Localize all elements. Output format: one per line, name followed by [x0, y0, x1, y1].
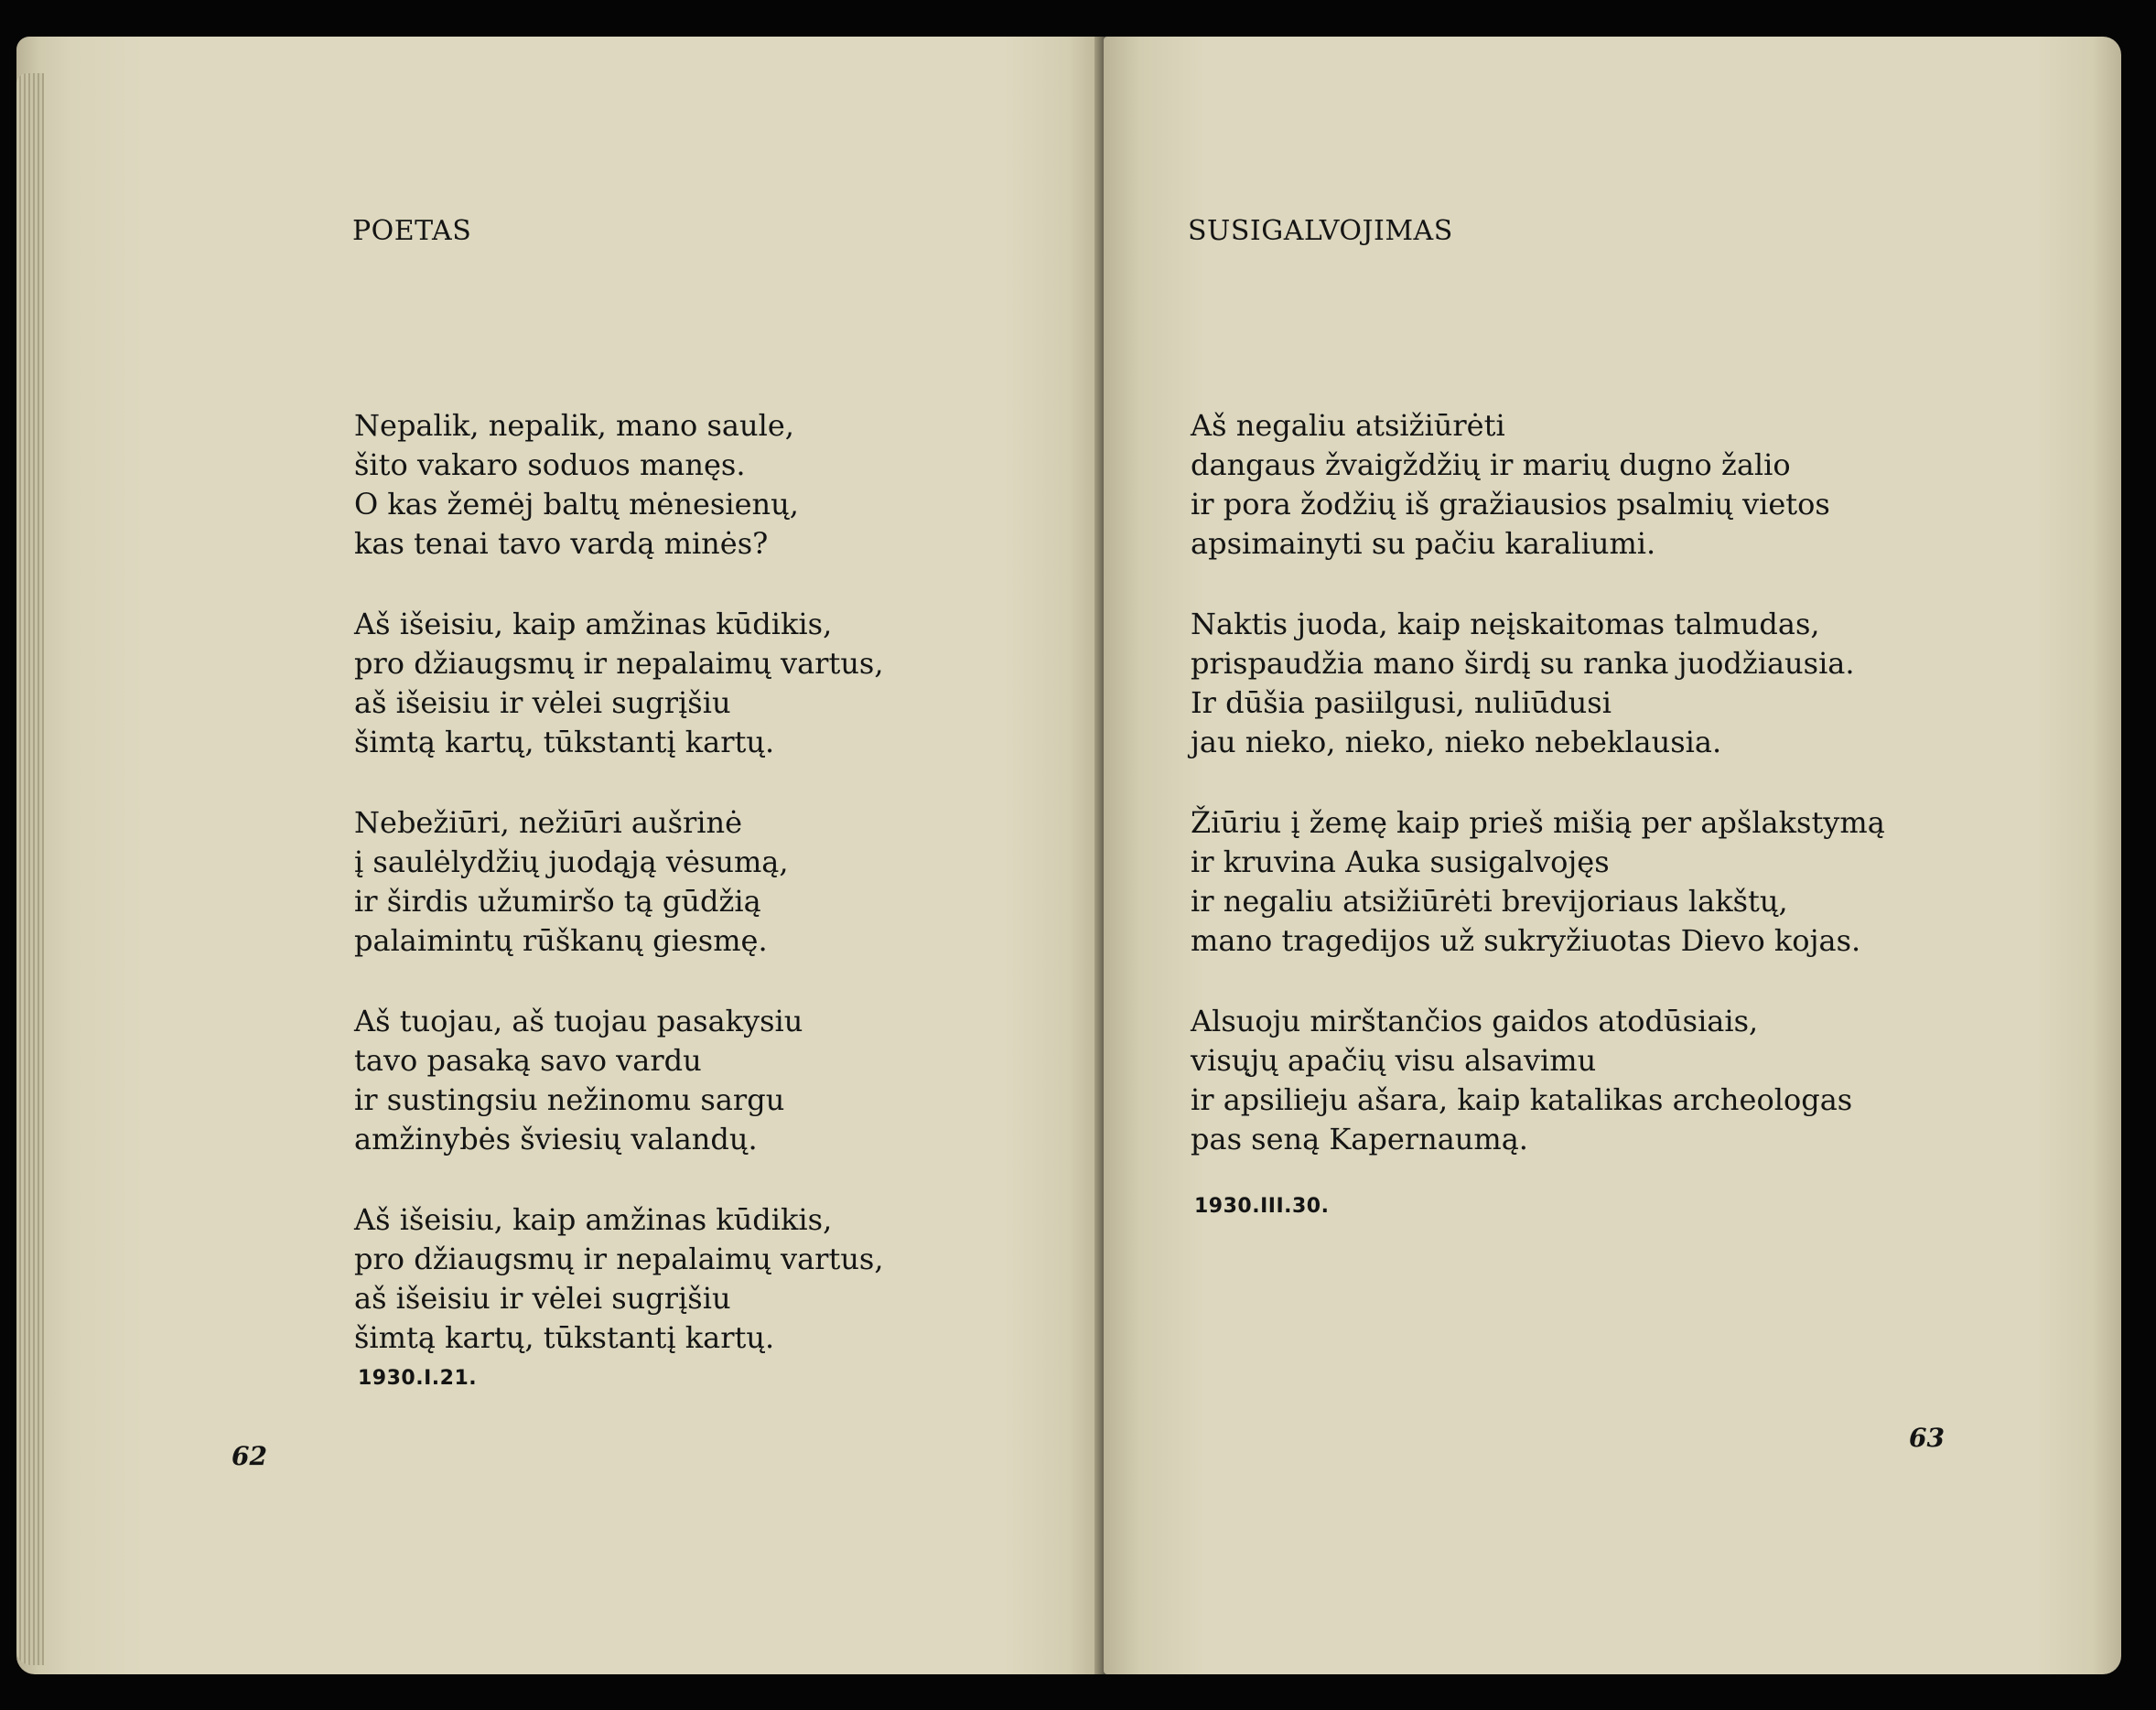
poem-line: Aš tuojau, aš tuojau pasakysiu	[354, 1004, 803, 1038]
poem-line: Aš išeisiu, kaip amžinas kūdikis,	[354, 607, 833, 641]
poem-line: pas seną Kapernaumą.	[1191, 1122, 1528, 1156]
poem-line: ir širdis užumiršo tą gūdžią	[354, 884, 761, 919]
poem-title: SUSIGALVOJIMAS	[1188, 215, 1453, 247]
stanza	[354, 406, 884, 564]
stanza	[354, 1200, 884, 1358]
poem-date: 1930.III.30.	[1194, 1195, 1330, 1218]
poem-line: šimtą kartų, tūkstantį kartų.	[354, 1320, 775, 1355]
poem-line: prispaudžia mano širdį su ranka juodžiausia.	[1191, 646, 1855, 681]
poem-line: ir pora žodžių iš gražiausios psalmių vietos	[1191, 487, 1830, 522]
poem-line: O kas žemėj baltų mėnesienų,	[354, 487, 799, 522]
stanza	[1191, 1002, 1885, 1159]
poem-body	[354, 406, 884, 1399]
poem-line: Nepalik, nepalik, mano saule,	[354, 408, 794, 443]
left-page	[16, 37, 1101, 1674]
poem-title: POETAS	[352, 215, 472, 247]
page-number: 62	[232, 1441, 267, 1471]
stanza	[1191, 605, 1885, 762]
poem-line: ir negaliu atsižiūrėti brevijoriaus lakštų,	[1191, 884, 1788, 919]
poem-line: tavo pasaką savo vardu	[354, 1043, 702, 1078]
stanza	[1191, 803, 1885, 961]
poem-line: šimtą kartų, tūkstantį kartų.	[354, 725, 775, 759]
stanza	[354, 803, 884, 961]
poem-line: kas tenai tavo vardą minės?	[354, 526, 769, 561]
poem-line: dangaus žvaigždžių ir marių dugno žalio	[1191, 447, 1791, 482]
stanza	[1191, 406, 1885, 564]
poem-line: Naktis juoda, kaip neįskaitomas talmudas,	[1191, 607, 1820, 641]
poem-body	[1191, 406, 1885, 1200]
stanza	[354, 605, 884, 762]
poem-line: palaimintų rūškanų giesmę.	[354, 923, 768, 958]
poem-line: apsimainyti su pačiu karaliumi.	[1191, 526, 1656, 561]
poem-line: Ir dūšia pasiilgusi, nuliūdusi	[1191, 685, 1612, 720]
poem-line: amžinybės šviesių valandų.	[354, 1122, 758, 1156]
poem-line: visųjų apačių visu alsavimu	[1191, 1043, 1597, 1078]
poem-line: aš išeisiu ir vėlei sugrįšiu	[354, 685, 731, 720]
page-number: 63	[1909, 1423, 1945, 1453]
poem-line: į saulėlydžių juodąją vėsumą,	[354, 844, 789, 879]
poem-line: pro džiaugsmų ir nepalaimų vartus,	[354, 1242, 884, 1276]
poem-line: pro džiaugsmų ir nepalaimų vartus,	[354, 646, 884, 681]
poem-line: mano tragedijos už sukryžiuotas Dievo kojas.	[1191, 923, 1861, 958]
page-edges	[16, 73, 44, 1665]
poem-line: Aš negaliu atsižiūrėti	[1191, 408, 1505, 443]
poem-line: Alsuoju mirštančios gaidos atodūsiais,	[1191, 1004, 1759, 1038]
poem-line: ir kruvina Auka susigalvojęs	[1191, 844, 1610, 879]
poem-line: ir sustingsiu nežinomu sargu	[354, 1082, 785, 1117]
right-page	[1104, 37, 2121, 1674]
poem-line: Aš išeisiu, kaip amžinas kūdikis,	[354, 1202, 833, 1237]
poem-line: aš išeisiu ir vėlei sugrįšiu	[354, 1281, 731, 1316]
poem-line: jau nieko, nieko, nieko nebeklausia.	[1191, 725, 1722, 759]
stanza	[354, 1002, 884, 1159]
poem-line: ir apsilieju ašara, kaip katalikas archeologas	[1191, 1082, 1853, 1117]
poem-line: šito vakaro soduos manęs.	[354, 447, 746, 482]
open-book	[16, 37, 2121, 1683]
poem-line: Žiūriu į žemę kaip prieš mišią per apšlakstymą	[1191, 805, 1885, 840]
poem-line: Nebežiūri, nežiūri aušrinė	[354, 805, 743, 840]
poem-date: 1930.I.21.	[358, 1367, 478, 1390]
